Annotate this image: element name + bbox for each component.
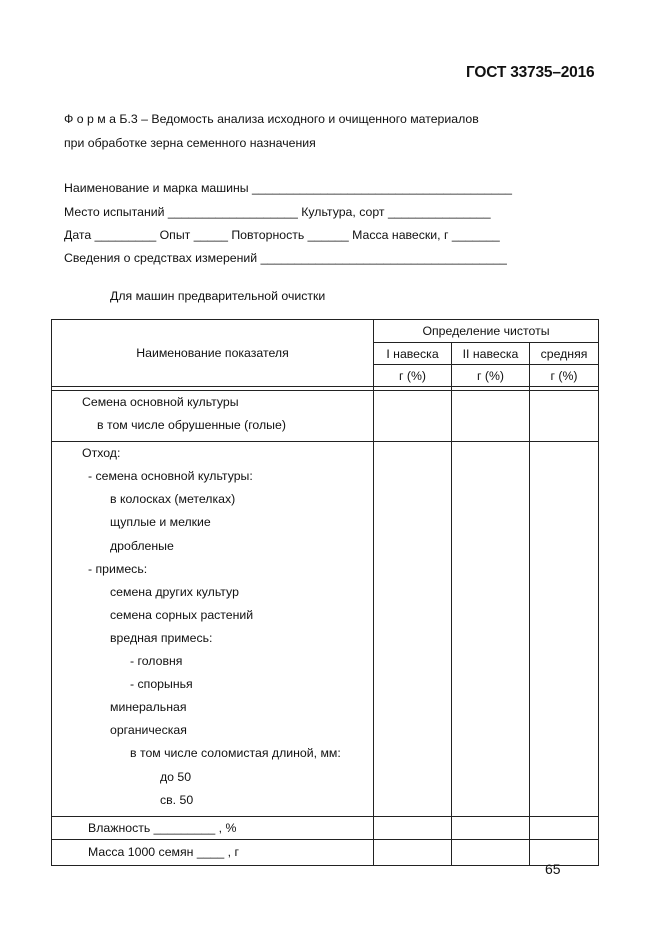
unit-average: г (%) xyxy=(530,365,599,387)
row-smut: - головня xyxy=(130,654,183,669)
field-test-place: Место испытаний ___________________ Культура, сорт _______________ xyxy=(64,205,491,219)
row-mass-1000: Масса 1000 семян ____ , г xyxy=(52,839,374,865)
row-ergot: - спорынья xyxy=(130,677,193,692)
page-number: 65 xyxy=(545,861,561,877)
header-purity-label: Определение чистоты xyxy=(422,324,550,338)
row-hulled: в том числе обрушенные (голые) xyxy=(97,418,286,433)
field-date: Дата _________ Опыт _____ Повторность ______ Масса навески, г _______ xyxy=(64,228,500,242)
header-sample-1: I навеска xyxy=(374,343,452,365)
row-impurity: - примесь: xyxy=(88,561,148,576)
row-main-crop-seeds: Семена основной культуры xyxy=(82,395,239,409)
header-indicator-label: Наименование показателя xyxy=(136,346,289,360)
row-up-to-50: до 50 xyxy=(160,769,192,784)
row-spikes: в колосках (метелках) xyxy=(110,492,236,507)
row-crushed: дробленые xyxy=(110,538,174,553)
cell-empty xyxy=(374,816,452,839)
field-machine: Наименование и марка машины ______________________________________ xyxy=(64,181,512,195)
row-waste: Отход: xyxy=(82,446,121,461)
row-organic: органическая xyxy=(110,723,187,738)
row-other-crops: семена других культур xyxy=(110,584,239,599)
header-sample-2: II навеска xyxy=(452,343,530,365)
row-straw: в том числе соломистая длиной, мм: xyxy=(130,746,341,761)
cell-empty xyxy=(374,839,452,865)
row-shrunken: щуплые и мелкие xyxy=(110,515,211,530)
header-average: средняя xyxy=(530,343,599,365)
row-mineral: минеральная xyxy=(110,700,187,715)
seeds-group-cell xyxy=(52,391,374,442)
cell-empty xyxy=(452,839,530,865)
row-harmful: вредная примесь: xyxy=(110,630,213,645)
cell-empty xyxy=(374,442,452,817)
analysis-table xyxy=(51,319,599,866)
cell-empty xyxy=(452,816,530,839)
cell-empty xyxy=(530,391,599,442)
cell-empty xyxy=(452,391,530,442)
row-over-50: св. 50 xyxy=(160,792,194,807)
unit-sample-2: г (%) xyxy=(452,365,530,387)
cell-empty xyxy=(530,816,599,839)
cell-empty xyxy=(452,442,530,817)
field-instruments: Сведения о средствах измерений ____________________________________ xyxy=(64,251,507,265)
cell-empty xyxy=(530,442,599,817)
row-moisture: Влажность _________ , % xyxy=(52,816,374,839)
cell-empty xyxy=(530,839,599,865)
waste-group-cell xyxy=(52,442,374,817)
row-main-seeds: - семена основной культуры: xyxy=(88,469,253,484)
row-weed-seeds: семена сорных растений xyxy=(110,607,254,622)
cell-empty xyxy=(374,391,452,442)
table-subtitle: Для машин предварительной очистки xyxy=(110,289,326,303)
standard-number: ГОСТ 33735–2016 xyxy=(466,64,595,81)
header-purity xyxy=(374,320,599,343)
form-title-line-2: при обработке зерна семенного назначения xyxy=(64,136,316,150)
header-indicator xyxy=(52,320,374,387)
form-title-line-1: Ф о р м а Б.3 – Ведомость анализа исходного и очищенного материалов xyxy=(64,112,479,126)
unit-sample-1: г (%) xyxy=(374,365,452,387)
